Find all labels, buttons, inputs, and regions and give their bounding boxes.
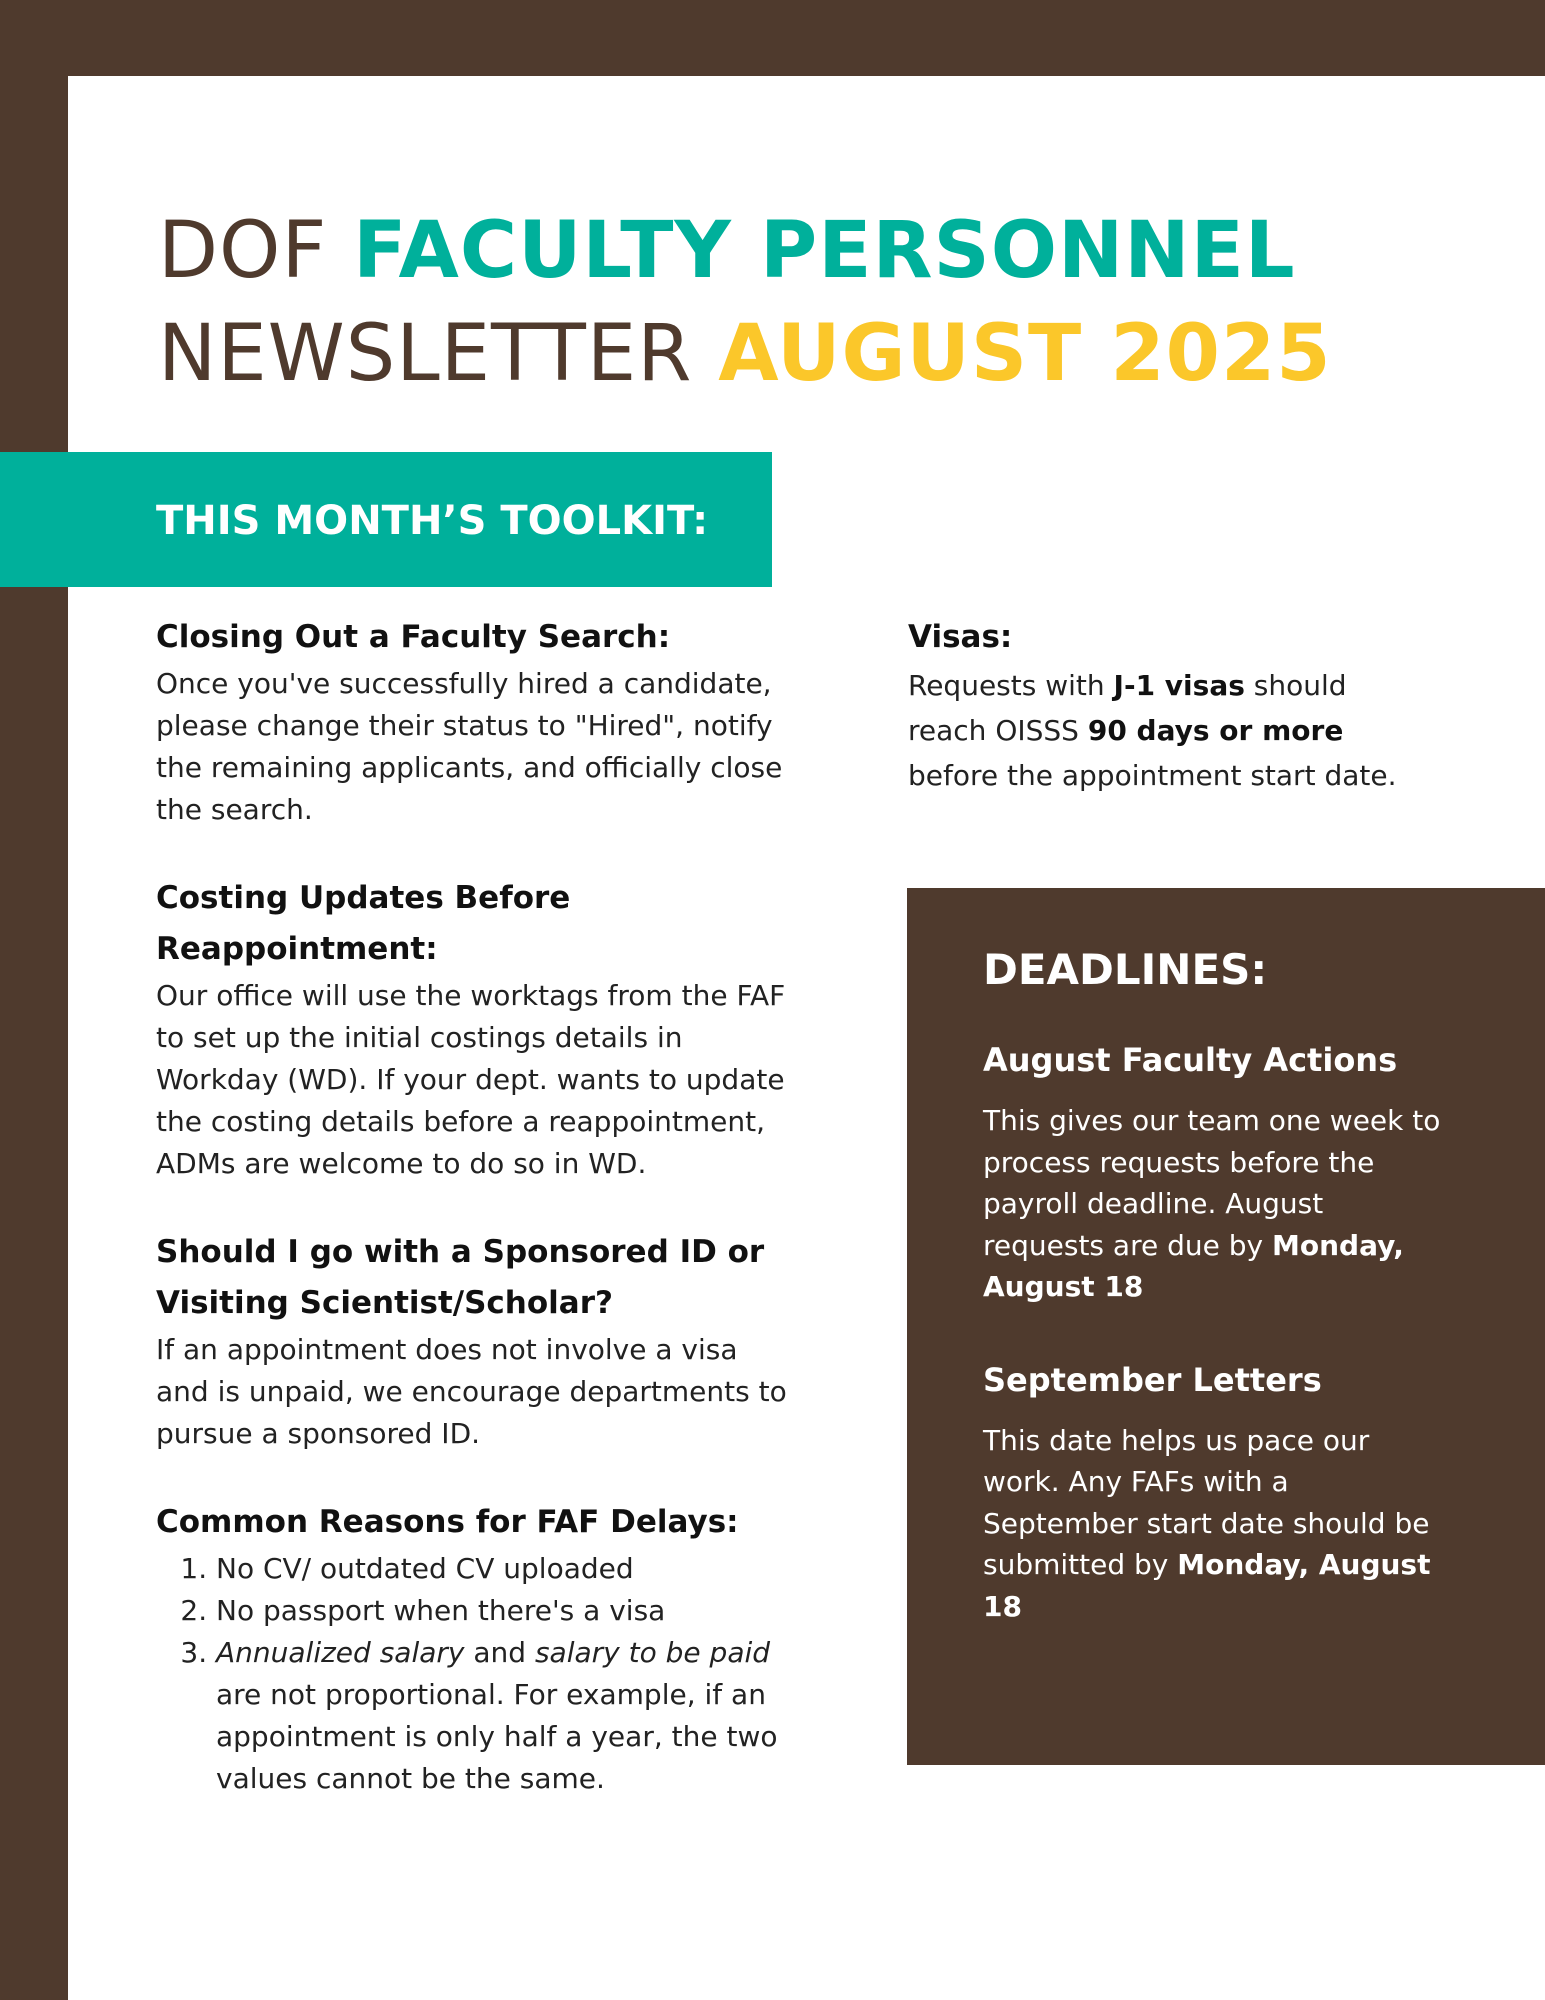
closing-section: [156, 612, 796, 831]
costing-body: Our office will use the worktags from the FAF to set up the initial costings details in Workday (WD). If your dept. wants to update the costing details before a reappointment, ADMs are welcome to do so in WD.: [156, 979, 786, 1180]
title-dof: DOF: [158, 206, 328, 296]
september-deadline: [983, 1358, 1443, 1628]
delays-section: [156, 1497, 796, 1800]
costing-section: [156, 873, 796, 1185]
delays-item: 1. No CV/ outdated CV uploaded: [216, 1548, 796, 1590]
august-heading: August Faculty Actions: [983, 1041, 1398, 1079]
august-date: Monday, August 18: [983, 1228, 1404, 1303]
visas-heading: Visas:: [908, 619, 1013, 655]
deadlines-heading: DEADLINES:: [983, 945, 1268, 994]
sponsored-heading: Should I go with a Sponsored ID or Visiting Scientist/Scholar?: [156, 1234, 765, 1321]
sponsored-section: [156, 1227, 796, 1455]
september-date: Monday, August 18: [983, 1548, 1431, 1623]
closing-heading: Closing Out a Faculty Search:: [156, 619, 671, 655]
newsletter-title: [158, 200, 1332, 406]
toolkit-banner-label: THIS MONTH’S TOOLKIT:: [156, 498, 709, 544]
delays-heading: Common Reasons for FAF Delays:: [156, 1504, 739, 1540]
september-heading: September Letters: [983, 1360, 1322, 1399]
sponsored-body: If an appointment does not involve a visa and is unpaid, we encourage departments to pursue a sponsored ID.: [156, 1333, 787, 1450]
closing-body: Once you've successfully hired a candidate, please change their status to "Hired", notify the remaining applicants, and officially close the search.: [156, 667, 783, 826]
delays-list: [156, 1548, 796, 1800]
visas-body: Requests with J-1 visas should reach OISSS 90 days or more before the appointment start date.: [908, 669, 1397, 792]
delays-item: 2. No passport when there's a visa: [216, 1590, 796, 1632]
title-date: AUGUST 2025: [718, 309, 1332, 399]
visas-section: [908, 612, 1428, 798]
toolkit-banner: [0, 452, 772, 587]
deadlines-panel: [907, 888, 1545, 1765]
august-deadline: [983, 1038, 1443, 1308]
september-body: This date helps us pace our work. Any FAFs with a September start date should be submitted by Monday, August 18: [983, 1423, 1431, 1623]
title-faculty-personnel: FACULTY PERSONNEL: [353, 206, 1296, 296]
toolkit-left-column: [156, 612, 796, 1842]
delays-item: 3. Annualized salary and salary to be paid are not proportional. For example, if an appointment is only half a year, the two values cannot be the same.: [216, 1632, 796, 1800]
august-body: This gives our team one week to process requests before the payroll deadline. August requests are due by Monday, August 18: [983, 1104, 1441, 1303]
costing-heading: Costing Updates Before Reappointment:: [156, 880, 571, 967]
title-newsletter: NEWSLETTER: [158, 309, 693, 399]
